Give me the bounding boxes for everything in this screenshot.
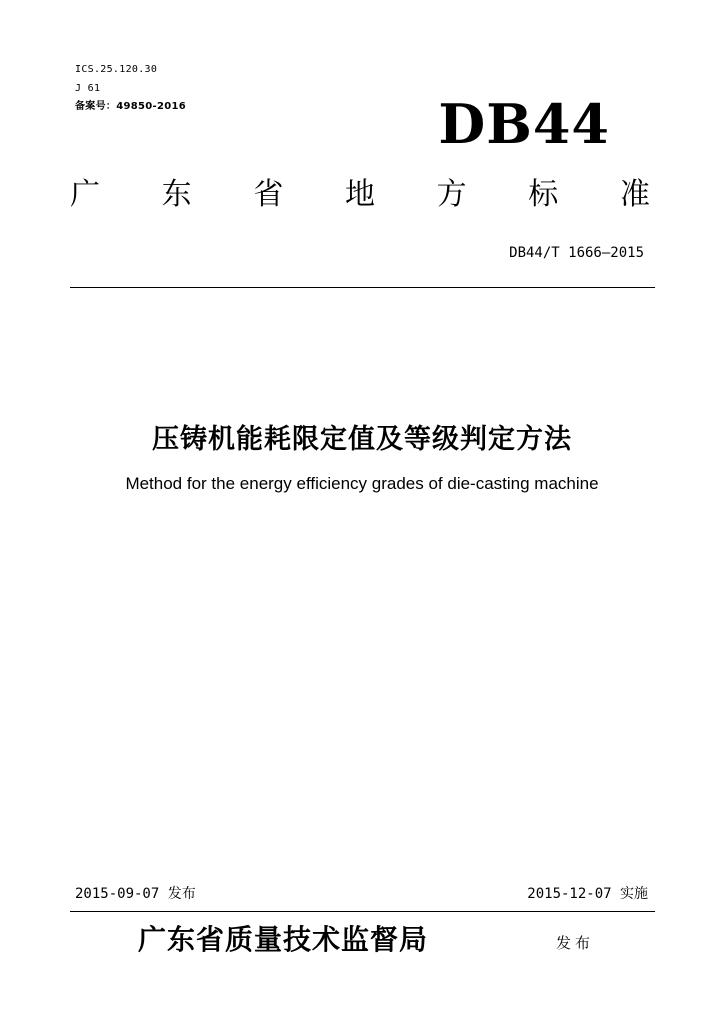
issuing-authority-suffix: 发布 bbox=[556, 934, 595, 952]
standard-type-char: 地 bbox=[344, 177, 375, 212]
standard-type-heading bbox=[70, 175, 650, 215]
standard-type-char: 省 bbox=[253, 177, 284, 212]
document-title-chinese: 压铸机能耗限定值及等级判定方法 bbox=[152, 424, 572, 455]
db44-logo: DB44 bbox=[438, 92, 610, 156]
standard-number: DB44/T 1666—2015 bbox=[509, 245, 644, 261]
implementation-date: 2015-12-07 实施 bbox=[527, 886, 648, 902]
issue-date: 2015-09-07 发布 bbox=[75, 886, 196, 902]
standard-type-char: 准 bbox=[619, 177, 650, 212]
standard-type-char: 方 bbox=[436, 177, 467, 212]
standard-type-char: 广 bbox=[70, 177, 100, 212]
footer-divider bbox=[70, 911, 655, 912]
standard-type-char: 东 bbox=[161, 177, 192, 212]
document-title-english: Method for the energy efficiency grades of die-casting machine bbox=[125, 474, 599, 493]
header-divider bbox=[70, 287, 655, 288]
filing-number: 备案号：49850-2016 bbox=[75, 101, 186, 112]
ics-code: ICS.25.120.30 bbox=[75, 64, 158, 75]
ccs-code: J 61 bbox=[75, 83, 101, 94]
standard-type-char: 标 bbox=[528, 177, 559, 212]
issuing-authority: 广东省质量技术监督局 bbox=[138, 923, 429, 956]
